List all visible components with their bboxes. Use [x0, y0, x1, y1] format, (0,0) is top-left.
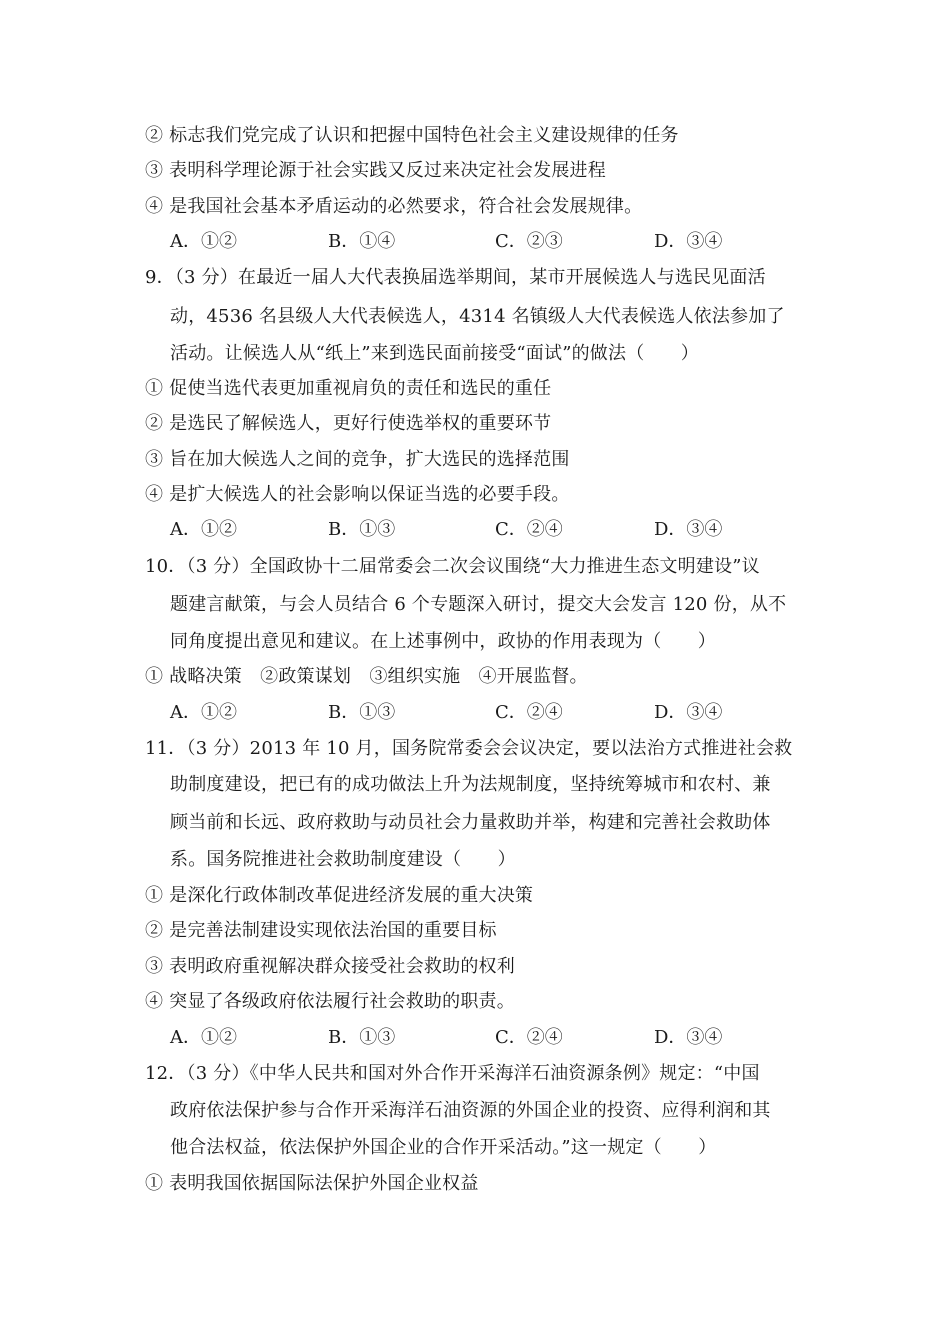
q8-option-b: B．①④: [328, 231, 396, 252]
q8-option-d: D．③④: [654, 231, 723, 252]
q9-stem-line-3: 活动。让候选人从“纸上”来到选民面前接受“面试”的做法（ ）: [170, 343, 700, 364]
q11-option-b: B．①③: [328, 1027, 396, 1048]
q11-statement-1: ① 是深化行政体制改革促进经济发展的重大决策: [145, 885, 534, 906]
q11-stem-line-4: 系。国务院推进社会救助制度建设（ ）: [170, 849, 516, 870]
q8-option-a: A．①②: [170, 231, 237, 252]
q8-statement-2: ② 标志我们党完成了认识和把握中国特色社会主义建设规律的任务: [145, 125, 679, 146]
q9-option-b: B．①③: [328, 519, 396, 540]
q9-statement-3: ③ 旨在加大候选人之间的竞争，扩大选民的选择范围: [145, 449, 570, 470]
q9-stem-line-2: 动，4536 名县级人大代表候选人，4314 名镇级人大代表候选人依法参加了: [170, 306, 785, 327]
q11-stem-line-2: 助制度建设，把已有的成功做法上升为法规制度，坚持统筹城市和农村、兼: [170, 774, 771, 795]
q8-statement-3: ③ 表明科学理论源于社会实践又反过来决定社会发展进程: [145, 160, 606, 181]
q11-option-a: A．①②: [170, 1027, 237, 1048]
q9-option-a: A．①②: [170, 519, 237, 540]
q10-option-b: B．①③: [328, 702, 396, 723]
q10-stem-line-3: 同角度提出意见和建议。在上述事例中，政协的作用表现为（ ）: [170, 631, 716, 652]
q11-statement-2: ② 是完善法制建设实现依法治国的重要目标: [145, 920, 497, 941]
q12-statement-1: ① 表明我国依据国际法保护外国企业权益: [145, 1173, 479, 1194]
q10-stem-line-2: 题建言献策，与会人员结合 6 个专题深入研讨，提交大会发言 120 份，从不: [170, 594, 787, 615]
q10-stem-line-1: 10．（3 分）全国政协十二届常委会二次会议围绕“大力推进生态文明建设”议: [145, 556, 760, 577]
q12-stem-line-3: 他合法权益，依法保护外国企业的合作开采活动。”这一规定（ ）: [170, 1137, 717, 1158]
q10-option-c: C．②④: [495, 702, 563, 723]
q11-option-d: D．③④: [654, 1027, 723, 1048]
q9-stem-line-1: 9．（3 分）在最近一届人大代表换届选举期间，某市开展候选人与选民见面活: [145, 267, 766, 288]
q10-option-d: D．③④: [654, 702, 723, 723]
q9-option-d: D．③④: [654, 519, 723, 540]
q10-statements: ① 战略决策 ②政策谋划 ③组织实施 ④开展监督。: [145, 666, 588, 687]
q11-statement-4: ④ 突显了各级政府依法履行社会救助的职责。: [145, 991, 515, 1012]
q12-stem-line-1: 12．（3 分）《中华人民共和国对外合作开采海洋石油资源条例》规定：“中国: [145, 1063, 760, 1084]
q11-option-c: C．②④: [495, 1027, 563, 1048]
q10-option-a: A．①②: [170, 702, 237, 723]
q9-option-c: C．②④: [495, 519, 563, 540]
q8-statement-4: ④ 是我国社会基本矛盾运动的必然要求，符合社会发展规律。: [145, 196, 643, 217]
q9-statement-2: ② 是选民了解候选人，更好行使选举权的重要环节: [145, 413, 552, 434]
q9-statement-4: ④ 是扩大候选人的社会影响以保证当选的必要手段。: [145, 484, 570, 505]
q8-option-c: C．②③: [495, 231, 563, 252]
q11-statement-3: ③ 表明政府重视解决群众接受社会救助的权利: [145, 956, 515, 977]
q9-statement-1: ① 促使当选代表更加重视肩负的责任和选民的重任: [145, 378, 552, 399]
q12-stem-line-2: 政府依法保护参与合作开采海洋石油资源的外国企业的投资、应得利润和其: [170, 1100, 771, 1121]
q11-stem-line-3: 顾当前和长远、政府救助与动员社会力量救助并举，构建和完善社会救助体: [170, 812, 771, 833]
q11-stem-line-1: 11．（3 分）2013 年 10 月，国务院常委会会议决定，要以法治方式推进社会救: [145, 738, 793, 759]
